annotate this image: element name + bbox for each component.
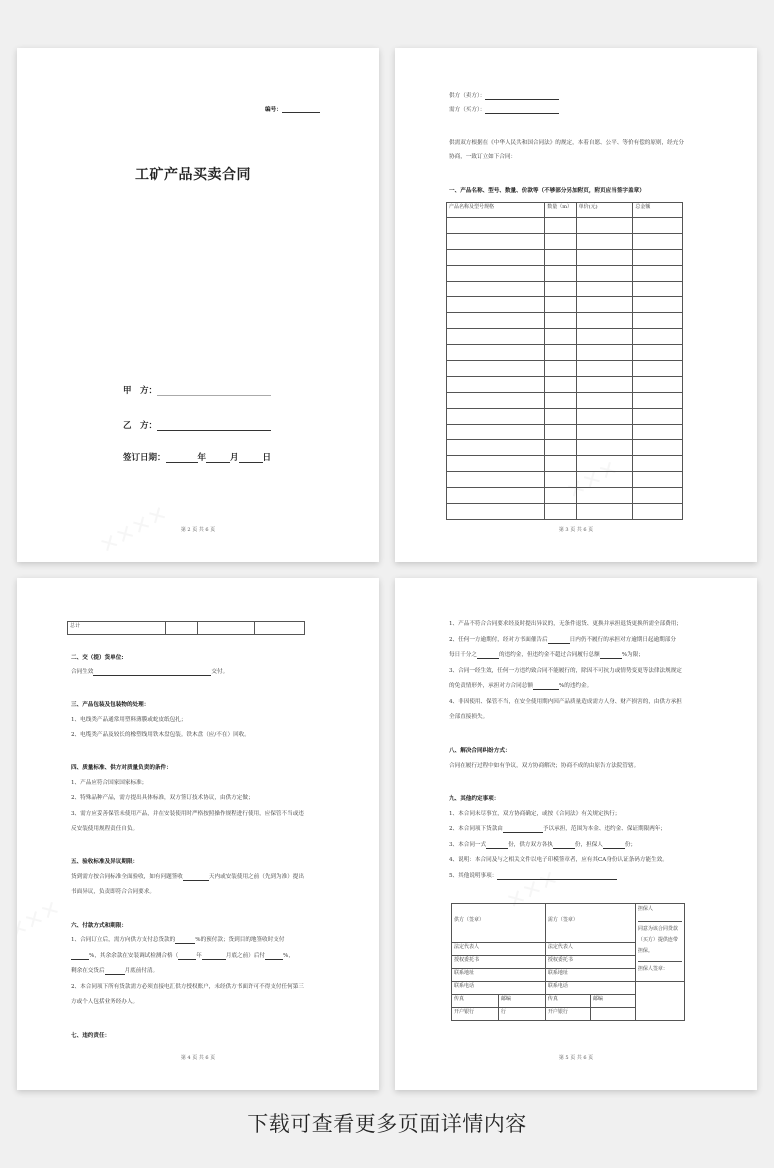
table-cell bbox=[545, 329, 576, 345]
page-footer: 第 3 页 共 6 页 bbox=[558, 527, 594, 533]
table-cell bbox=[447, 265, 545, 281]
total-cell bbox=[254, 622, 304, 635]
table-cell bbox=[576, 472, 633, 488]
guarantor-sign-label: 担保人签章： bbox=[638, 961, 682, 975]
party-b-line: 乙 方： bbox=[123, 419, 271, 431]
table-cell bbox=[576, 297, 633, 313]
table-cell bbox=[447, 440, 545, 456]
table-cell bbox=[447, 488, 545, 504]
table-cell bbox=[545, 249, 576, 265]
total-row-table bbox=[67, 621, 305, 635]
section-3-item-1: 1、电线类产品通常用塑料薄膜或蛇皮纸包扎； bbox=[71, 717, 187, 723]
section-4-item-3-cont: 反安装使用规程责任自负。 bbox=[71, 826, 139, 832]
other-item-2: 2、本合同项下货款由 予以承担，范围为本金、违约金、保证期限两年； bbox=[449, 826, 666, 832]
table-cell bbox=[633, 218, 683, 234]
total-label: 总计 bbox=[68, 622, 166, 635]
table-cell bbox=[545, 488, 576, 504]
guarantor-blank bbox=[635, 982, 684, 1021]
section-6-item-2-cont: 方或个人包括业务经办人。 bbox=[71, 999, 139, 1005]
contract-page-cover bbox=[17, 48, 379, 562]
table-cell bbox=[447, 313, 545, 329]
table-cell bbox=[633, 376, 683, 392]
table-cell bbox=[545, 456, 576, 472]
table-cell bbox=[447, 376, 545, 392]
watermark bbox=[17, 896, 65, 945]
section-4-title: 四、质量标准、供方对质量负责的条件： bbox=[71, 765, 172, 771]
liability-item-1: 1、产品不符合合同要求经及时提出异议的，无条件退货、更换并承担退货更换所需全部费用； bbox=[449, 621, 682, 627]
other-item-4: 4、说明：本合同及与之相关文件以电子印模签章者，应有其CA身份认证条码方能生效。 bbox=[449, 857, 668, 863]
table-header-row bbox=[447, 203, 683, 218]
table-row bbox=[447, 233, 683, 249]
supplier-phone: 联系电话 bbox=[452, 982, 546, 995]
section-1-title: 一、产品名称、型号、数量、价款等（不够部分另加附页，附页应当签字盖章） bbox=[449, 188, 645, 194]
table-row bbox=[447, 297, 683, 313]
buyer-legal-rep: 法定代表人 bbox=[545, 943, 635, 956]
table-cell bbox=[633, 440, 683, 456]
supplier-bank: 开户银行 bbox=[452, 1008, 499, 1021]
table-cell bbox=[545, 392, 576, 408]
table-cell bbox=[633, 313, 683, 329]
liability-item-4-cont: 全部直接损失。 bbox=[449, 714, 489, 720]
table-cell bbox=[576, 424, 633, 440]
table-cell bbox=[576, 345, 633, 361]
table-cell bbox=[576, 233, 633, 249]
section-6-item-1-cont: %，其余余款在安装调试检测合格（ 年 月底之前）后付 %， bbox=[71, 952, 294, 960]
table-row bbox=[447, 329, 683, 345]
contract-title: 工矿产品买卖合同 bbox=[135, 167, 251, 183]
table-row bbox=[447, 281, 683, 297]
table-cell bbox=[576, 504, 633, 520]
table-cell bbox=[447, 392, 545, 408]
supplier-line: 供方（卖方）： bbox=[449, 92, 559, 100]
liability-item-3: 3、合同一经生效，任何一方违约致合同不能履行的，除因不可抗力或情势变更等法律法规规定 bbox=[449, 668, 682, 674]
contract-page-products bbox=[395, 48, 757, 562]
table-cell bbox=[447, 218, 545, 234]
table-cell bbox=[545, 265, 576, 281]
table-cell bbox=[576, 440, 633, 456]
table-cell bbox=[545, 345, 576, 361]
supplier-agent: 授权委托书 bbox=[452, 956, 546, 969]
section-4-item-1: 1、产品应符合国家国家标准； bbox=[71, 780, 148, 786]
section-5-title: 五、验收标准及异议期限： bbox=[71, 859, 139, 865]
liability-item-4: 4、非因使用、保管不当，在安全使用期内因产品质量造成需方人身、财产损害的，由供方承担 bbox=[449, 699, 682, 705]
col-header-quantity: 数量（m） bbox=[545, 203, 576, 218]
page-footer: 第 5 页 共 6 页 bbox=[558, 1055, 594, 1061]
table-cell bbox=[576, 218, 633, 234]
table-cell bbox=[447, 297, 545, 313]
table-cell bbox=[576, 313, 633, 329]
table-cell bbox=[633, 329, 683, 345]
other-item-5: 5、其他说明事项： bbox=[449, 872, 617, 880]
table-cell bbox=[633, 249, 683, 265]
table-cell bbox=[633, 472, 683, 488]
table-cell bbox=[576, 376, 633, 392]
table-row bbox=[447, 313, 683, 329]
liability-item-2: 2、任何一方逾期付，经对方书面催告后 日内仍不履行的承担对方逾期日起逾期部分 bbox=[449, 637, 676, 643]
table-cell bbox=[633, 392, 683, 408]
table-cell bbox=[633, 265, 683, 281]
buyer-line: 需方（买方）： bbox=[449, 106, 559, 114]
section-8-title: 八、解决合同纠纷方式： bbox=[449, 748, 511, 754]
table-cell bbox=[447, 424, 545, 440]
download-caption: 下载可查看更多页面详情内容 bbox=[247, 1112, 527, 1136]
table-row bbox=[447, 345, 683, 361]
buyer-fax: 传真 bbox=[545, 995, 590, 1008]
table-cell bbox=[447, 504, 545, 520]
guarantor-label: 担保人 bbox=[637, 906, 653, 912]
table-cell bbox=[633, 456, 683, 472]
table-row bbox=[447, 361, 683, 377]
table-cell bbox=[633, 504, 683, 520]
table-cell bbox=[447, 345, 545, 361]
supplier-legal-rep: 法定代表人 bbox=[452, 943, 546, 956]
table-cell bbox=[545, 408, 576, 424]
section-5-text-cont: 书面异议，负责即符合合同要求。 bbox=[71, 889, 155, 895]
table-cell bbox=[576, 329, 633, 345]
table-cell bbox=[545, 504, 576, 520]
contract-page-terms-2 bbox=[395, 578, 757, 1090]
table-cell bbox=[545, 361, 576, 377]
supplier-account: 行 bbox=[498, 1008, 545, 1021]
table-row bbox=[447, 218, 683, 234]
supplier-postcode: 邮编 bbox=[498, 995, 545, 1008]
table-cell bbox=[576, 281, 633, 297]
table-row bbox=[447, 440, 683, 456]
table-cell bbox=[633, 281, 683, 297]
buyer-phone: 联系电话 bbox=[545, 982, 635, 995]
table-cell bbox=[447, 456, 545, 472]
guarantor-cell bbox=[635, 904, 684, 982]
page-footer: 第 2 页 共 6 页 bbox=[180, 527, 216, 533]
table-cell bbox=[576, 408, 633, 424]
section-2-title: 二、交（提）货单位: bbox=[71, 655, 124, 661]
buyer-address: 联系地址 bbox=[545, 969, 635, 982]
table-cell bbox=[545, 297, 576, 313]
table-cell bbox=[576, 361, 633, 377]
section-6-item-1-end: 剩余在交货后 月底前付清。 bbox=[71, 968, 159, 974]
table-cell bbox=[447, 249, 545, 265]
table-cell bbox=[633, 488, 683, 504]
intro-text-1: 供需双方根据在《中华人民共和国合同法》的规定，本着自愿、公平、等价有偿的原则，经充分 bbox=[449, 140, 684, 146]
table-cell bbox=[545, 313, 576, 329]
section-9-title: 九、其他约定事项： bbox=[449, 796, 500, 802]
col-header-unit-price: 单价(元) bbox=[576, 203, 633, 218]
buyer-agent: 授权委托书 bbox=[545, 956, 635, 969]
table-cell bbox=[545, 440, 576, 456]
table-row bbox=[447, 488, 683, 504]
supplier-fax: 传真 bbox=[452, 995, 499, 1008]
section-2-text: 合同生效 交付。 bbox=[71, 669, 229, 675]
table-cell bbox=[545, 281, 576, 297]
section-5-text: 货到需方按合同标准全面验收，如有问题签收 天内或安装使用之前（先到为准）提出 bbox=[71, 874, 304, 880]
other-item-1: 1、本合同未尽事宜，双方协商确定，或按《合同法》有关规定执行； bbox=[449, 811, 621, 817]
table-cell bbox=[633, 345, 683, 361]
table-cell bbox=[633, 233, 683, 249]
liability-item-3-cont: 的免责情形外，承担对方合同总额 %的违约金。 bbox=[449, 683, 593, 689]
contract-number-label: 编号： bbox=[265, 105, 320, 113]
table-cell bbox=[576, 249, 633, 265]
product-table bbox=[446, 202, 683, 520]
section-3-item-2: 2、电缆类产品及较长的橡塑线用铁木盘包装。铁木盘（应/不在）回收。 bbox=[71, 732, 250, 738]
table-cell bbox=[447, 472, 545, 488]
party-a-line: 甲 方： bbox=[123, 384, 271, 396]
liability-item-2-cont: 每日千分之 的违约金，但违约金不超过合同履行总额 %为限； bbox=[449, 652, 644, 658]
table-row bbox=[447, 424, 683, 440]
table-cell bbox=[545, 424, 576, 440]
guarantor-note: 同意为该合同贷款（买方）提供连带担保。 bbox=[638, 921, 682, 957]
col-header-product: 产品名称及型号规格 bbox=[447, 203, 545, 218]
section-4-item-2: 2、特殊品种产品，需方提出具体标准，双方签订技术协议，由供方定做； bbox=[71, 795, 254, 801]
table-cell bbox=[576, 392, 633, 408]
table-cell bbox=[633, 424, 683, 440]
total-cell bbox=[166, 622, 198, 635]
section-8-text: 合同在履行过程中如有争议，双方协商解决；协商不成的由原告方法院管辖。 bbox=[449, 763, 640, 769]
contract-page-terms-1 bbox=[17, 578, 379, 1090]
total-cell bbox=[197, 622, 254, 635]
section-7-title: 七、违约责任： bbox=[71, 1033, 111, 1039]
table-cell bbox=[633, 297, 683, 313]
other-item-3: 3、本合同一式 份，供方双方各执 份，担保人 份； bbox=[449, 842, 637, 848]
table-cell bbox=[447, 233, 545, 249]
buyer-bank: 开户银行 bbox=[545, 1008, 590, 1021]
table-cell bbox=[576, 265, 633, 281]
table-cell bbox=[576, 456, 633, 472]
table-row bbox=[447, 265, 683, 281]
supplier-sign-cell: 供方（签章） bbox=[452, 904, 546, 943]
table-row bbox=[447, 408, 683, 424]
buyer-sign-cell: 需方（签章） bbox=[545, 904, 635, 943]
table-row bbox=[447, 376, 683, 392]
table-row bbox=[447, 504, 683, 520]
buyer-account bbox=[590, 1008, 635, 1021]
table-cell bbox=[545, 472, 576, 488]
page-footer: 第 4 页 共 6 页 bbox=[180, 1055, 216, 1061]
section-6-item-1: 1、合同订立后，需方向供方支付总货款的 %的预付款；货到目的地签收时支付 bbox=[71, 937, 285, 943]
section-3-title: 三、产品包装及包装物的处理： bbox=[71, 702, 150, 708]
table-cell bbox=[545, 376, 576, 392]
table-row bbox=[447, 392, 683, 408]
sign-date-line: 签订日期： 年 月 日 bbox=[123, 453, 272, 463]
table-cell bbox=[633, 361, 683, 377]
table-cell bbox=[633, 408, 683, 424]
table-cell bbox=[447, 329, 545, 345]
table-row bbox=[447, 456, 683, 472]
table-cell bbox=[545, 218, 576, 234]
supplier-address: 联系地址 bbox=[452, 969, 546, 982]
section-4-item-3: 3、需方应妥善保管未使用产品，并在安装使用时严格按照操作规程进行使用，应保管不当或违 bbox=[71, 811, 304, 817]
table-row bbox=[447, 249, 683, 265]
table-row bbox=[447, 472, 683, 488]
table-cell bbox=[447, 281, 545, 297]
signature-table bbox=[451, 903, 685, 1021]
section-6-title: 六、付款方式和期限： bbox=[71, 923, 127, 929]
table-cell bbox=[447, 361, 545, 377]
section-6-item-2: 2、本合同项下所有货款需方必须直接电汇供方授权账户，未经供方书面许可不得支付任何第三 bbox=[71, 984, 304, 990]
table-cell bbox=[576, 488, 633, 504]
buyer-postcode: 邮编 bbox=[590, 995, 635, 1008]
table-cell bbox=[545, 233, 576, 249]
col-header-total: 总金额 bbox=[633, 203, 683, 218]
intro-text-2: 协商，一致订立如下合同： bbox=[449, 154, 517, 160]
table-cell bbox=[447, 408, 545, 424]
